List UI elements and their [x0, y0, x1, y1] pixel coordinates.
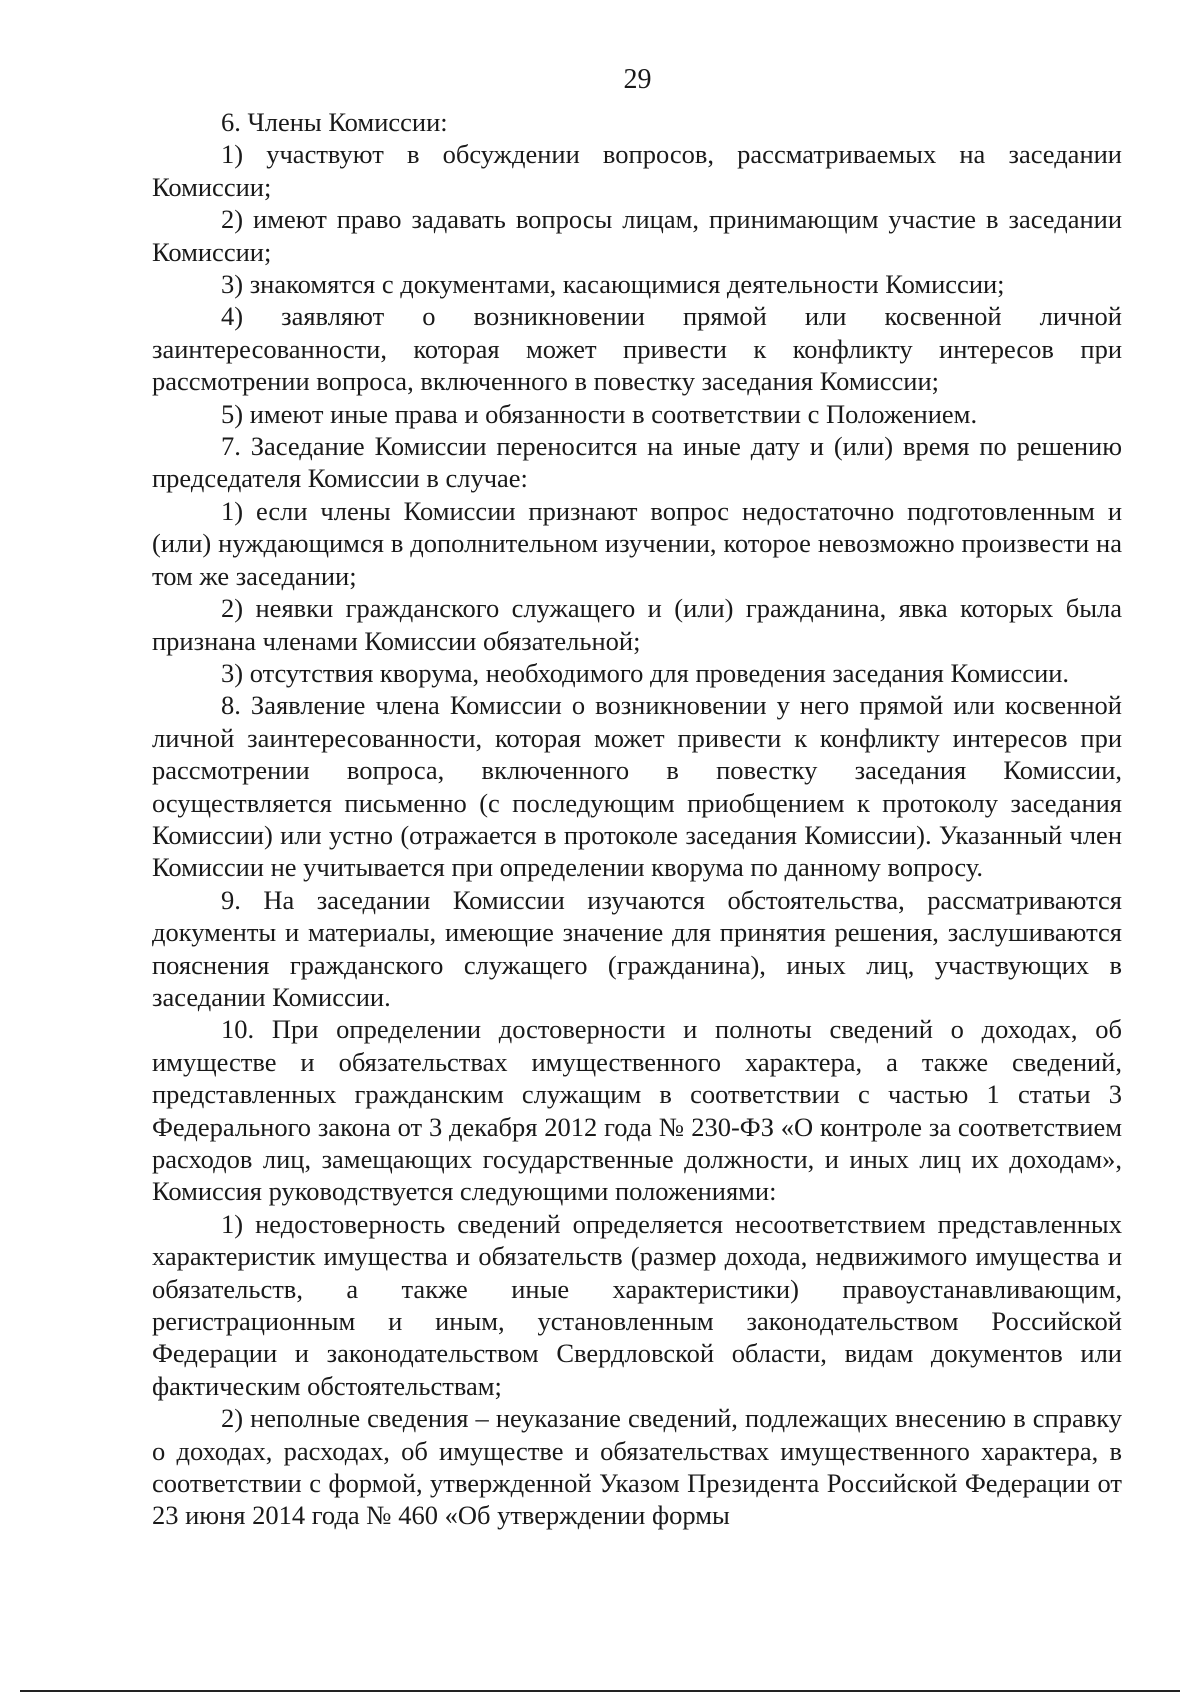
paragraph: 2) неявки гражданского служащего и (или) гражданина, явка которых была признана членами Комиссии обязательной; [152, 593, 1122, 656]
paragraph: 1) если члены Комиссии признают вопрос недостаточно подготовленным и (или) нуждающимся в дополнительном изучении, которое невозможно произвести на том же заседании; [152, 495, 1122, 591]
paragraph: 1) недостоверность сведений определяется несоответствием представленных характеристик имущества и обязательств (размер дохода, недвижимого имущества и обязательств, а также иные характеристики) правоустанавливающим, регистрационным и иным, установленным законодательством Российской Федерации и законодательством Свердловской области, видам документов или фактическим обстоятельствам; [152, 1208, 1122, 1401]
paragraph: 1) участвуют в обсуждении вопросов, рассматриваемых на заседании Комиссии; [152, 139, 1122, 202]
page-number: 29 [623, 64, 652, 95]
paragraph: 3) знакомятся с документами, касающимися деятельности Комиссии; [221, 269, 1005, 300]
paragraph: 3) отсутствия кворума, необходимого для проведения заседания Комиссии. [221, 657, 1070, 688]
scan-edge-line [20, 1690, 1180, 1692]
paragraph: 2) неполные сведения – неуказание сведений, подлежащих внесению в справку о доходах, расходах, об имуществе и обязательствах имущественного характера, в соответствии с формой, утвержденной Указом Президента Российской Федерации от 23 июня 2014 года № 460 «Об утверждении формы [152, 1403, 1122, 1531]
paragraph: 6. Члены Комиссии: [221, 107, 448, 137]
paragraph: 2) имеют право задавать вопросы лицам, принимающим участие в заседании Комиссии; [152, 204, 1122, 267]
paragraph: 10. При определении достоверности и полноты сведений о доходах, об имуществе и обязательствах имущественного характера, а также сведений, представленных гражданским служащим в соответствии с частью 1 статьи 3 Федерального закона от 3 декабря 2012 года № 230-ФЗ «О контроле за соответствием расходов лиц, замещающих государственные должности, и иных лиц их доходам», Комиссия руководствуется следующими положениями: [152, 1014, 1122, 1207]
paragraph: 8. Заявление члена Комиссии о возникновении у него прямой или косвенной личной заинтересованности, которая может привести к конфликту интересов при рассмотрении вопроса, включенного в повестку заседания Комиссии, осуществляется письменно (с последующим приобщением к протоколу заседания Комиссии) или устно (отражается в протоколе заседания Комиссии). Указанный член Комиссии не учитывается при определении кворума по данному вопросу. [152, 690, 1122, 883]
paragraph: 7. Заседание Комиссии переносится на иные дату и (или) время по решению председателя Комиссии в случае: [152, 431, 1122, 494]
paragraph: 4) заявляют о возникновении прямой или косвенной личной заинтересованности, которая может привести к конфликту интересов при рассмотрении вопроса, включенного в повестку заседания Комиссии; [152, 301, 1122, 397]
paragraph: 9. На заседании Комиссии изучаются обстоятельства, рассматриваются документы и материалы, имеющие значение для принятия решения, заслушиваются пояснения гражданского служащего (гражданина), иных лиц, участвующих в заседании Комиссии. [152, 884, 1122, 1012]
paragraph: 5) имеют иные права и обязанности в соответствии с Положением. [221, 398, 978, 429]
document-body [152, 106, 1122, 1532]
